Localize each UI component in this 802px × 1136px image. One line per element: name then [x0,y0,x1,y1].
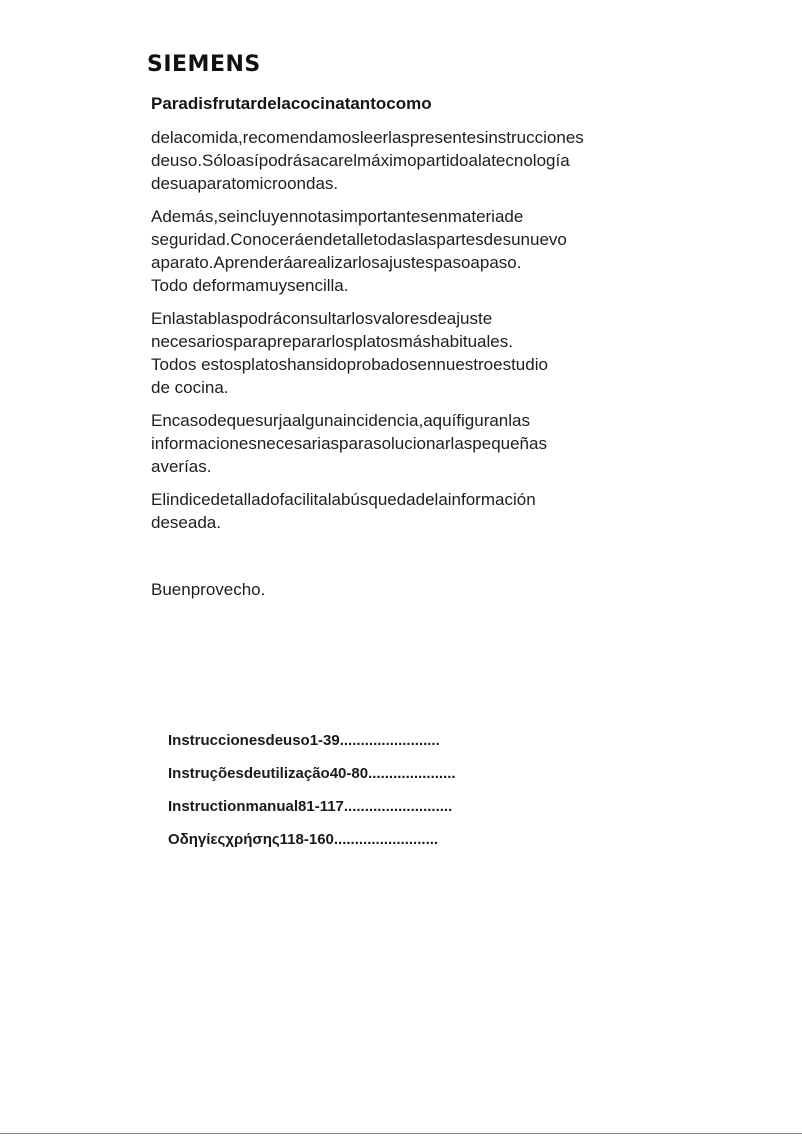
paragraph-line: deseada. [151,513,221,532]
siemens-logo: SIEMENS [147,52,261,77]
paragraph-line: aparato.Aprenderáarealizarlosajustespasoapaso. [151,253,522,272]
paragraph-line: Todos estosplatoshansidoprobadosennuestroestudio [151,355,548,374]
toc-item-portuguese[interactable]: Instruçõesdeutilização40-80..................... [168,765,456,782]
intro-paragraph-2 [151,205,671,297]
intro-paragraph-5 [151,488,671,534]
intro-paragraph-4 [151,409,671,478]
paragraph-line: Además,seincluyennotasimportantesenmateriade [151,207,524,226]
table-of-contents [168,730,588,862]
paragraph-line: Elindicedetalladofacilitalabúsquedadelainformación [151,490,536,509]
paragraph-line: Todo deformamuysencilla. [151,276,349,295]
toc-item-greek[interactable]: Οδηγίεςχρήσης118-160......................... [168,831,439,848]
intro-paragraph-1 [151,126,671,195]
paragraph-line: de cocina. [151,378,229,397]
bottom-rule [0,1133,802,1134]
toc-item-spanish[interactable]: Instruccionesdeuso1-39........................ [168,732,440,749]
paragraph-line: Enlastablaspodráconsultarlosvaloresdeajuste [151,309,493,328]
intro-paragraph-3 [151,307,671,399]
paragraph-line: seguridad.Conoceráendetalletodaslaspartesdesunuevo [151,230,567,249]
toc-item-english[interactable]: Instructionmanual81-117.......................... [168,798,453,815]
intro-heading: Paradisfrutardelacocinatantocomo [151,94,432,113]
paragraph-line: Encasodequesurjaalgunaincidencia,aquífiguranlas [151,411,530,430]
paragraph-line: informacionesnecesariasparasolucionarlaspequeñas [151,434,547,453]
paragraph-line: delacomida,recomendamosleerlaspresentesinstrucciones [151,128,584,147]
paragraph-line: averías. [151,457,212,476]
paragraph-line: necesariosparaprepararlosplatosmáshabituales. [151,332,513,351]
paragraph-line: deuso.Sóloasípodrásacarelmáximopartidoalatecnología [151,151,570,170]
closing-text: Buenprovecho. [151,580,266,599]
paragraph-line: desuaparatomicroondas. [151,174,339,193]
intro-section [151,92,671,601]
